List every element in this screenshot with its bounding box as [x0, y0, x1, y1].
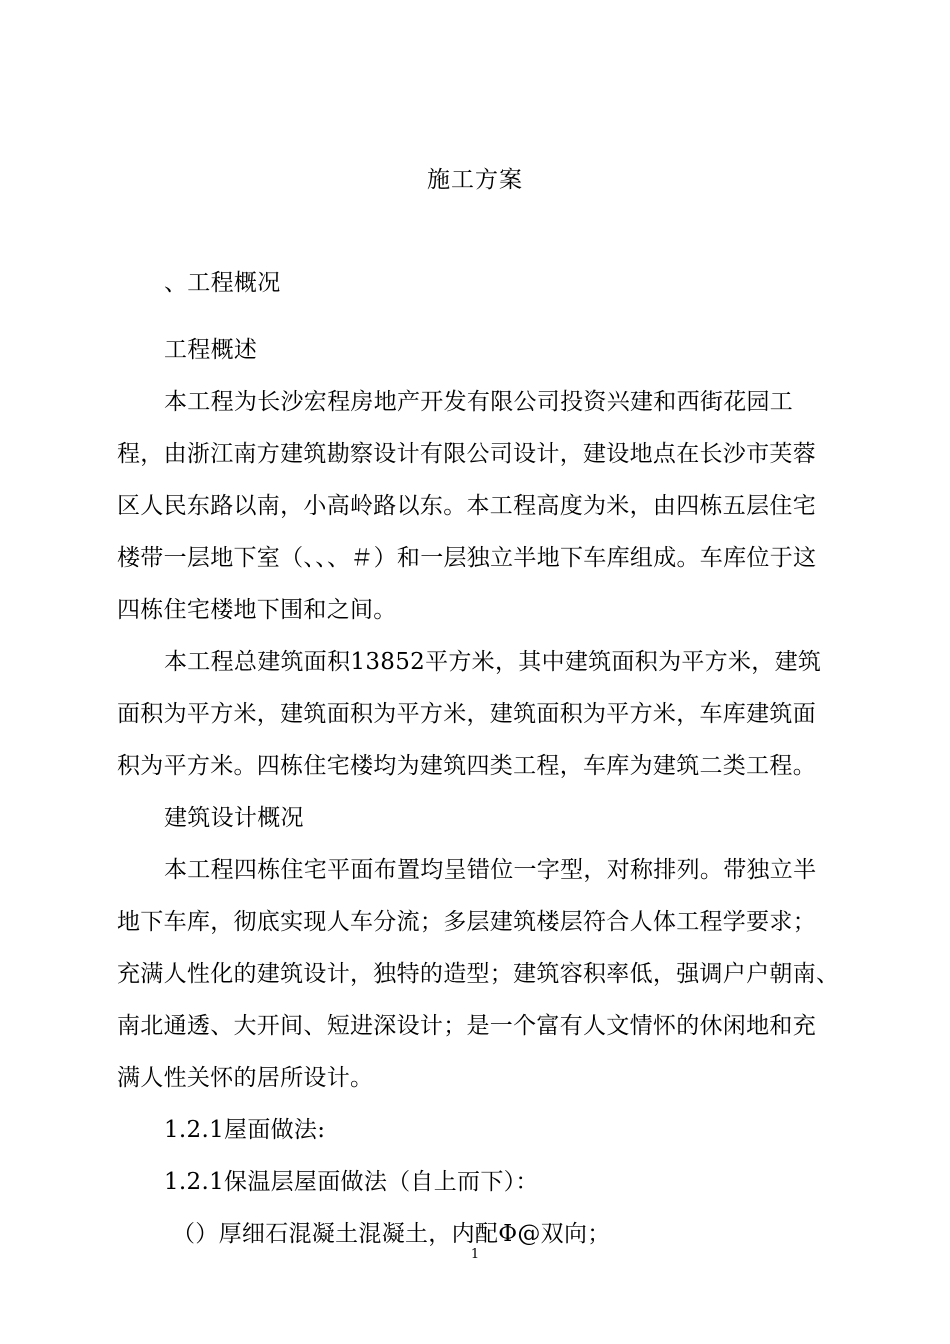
- document-title: 施工方案: [427, 167, 523, 193]
- paragraph-line: 本工程四栋住宅平面布置均呈错位一字型，对称排列。带独立半: [164, 857, 817, 883]
- paragraph-line: 充满人性化的建筑设计，独特的造型；建筑容积率低，强调户户朝南、: [117, 961, 840, 987]
- subsection-heading: 1.2.1屋面做法:: [164, 1117, 326, 1143]
- paragraph-line: （）厚细石混凝土混凝土，内配Φ@双向；: [172, 1221, 611, 1247]
- page-number: 1: [470, 1247, 480, 1262]
- paragraph-line: 四栋住宅楼地下围和之间。: [117, 597, 397, 623]
- paragraph-line: 积为平方米。四栋住宅楼均为建筑四类工程，车库为建筑二类工程。: [117, 753, 816, 779]
- paragraph-line: 地下车库，彻底实现人车分流；多层建筑楼层符合人体工程学要求；: [117, 909, 816, 935]
- paragraph-line: 本工程为长沙宏程房地产开发有限公司投资兴建和西街花园工: [164, 389, 794, 415]
- paragraph-line: 程，由浙江南方建筑勘察设计有限公司设计，建设地点在长沙市芙蓉: [117, 441, 816, 467]
- subsection-heading: 1.2.1保温层屋面做法（自上而下）：: [164, 1169, 539, 1195]
- paragraph-line: 区人民东路以南，小高岭路以东。本工程高度为米，由四栋五层住宅: [117, 493, 816, 519]
- paragraph-line: 南北通透、大开间、短进深设计；是一个富有人文情怀的休闲地和充: [117, 1013, 816, 1039]
- paragraph-line: 楼带一层地下室（、、、＃）和一层独立半地下车库组成。车库位于这: [117, 545, 817, 571]
- section-heading: 、工程概况: [164, 270, 281, 296]
- document-body: [117, 257, 862, 1260]
- subsection-heading: 工程概述: [164, 337, 258, 363]
- subsection-heading: 建筑设计概况: [164, 805, 304, 831]
- paragraph-line: 满人性关怀的居所设计。: [117, 1065, 374, 1091]
- paragraph-line: 本工程总建筑面积13852平方米，其中建筑面积为平方米，建筑: [164, 649, 822, 675]
- paragraph-line: 面积为平方米，建筑面积为平方米，建筑面积为平方米，车库建筑面: [117, 701, 816, 727]
